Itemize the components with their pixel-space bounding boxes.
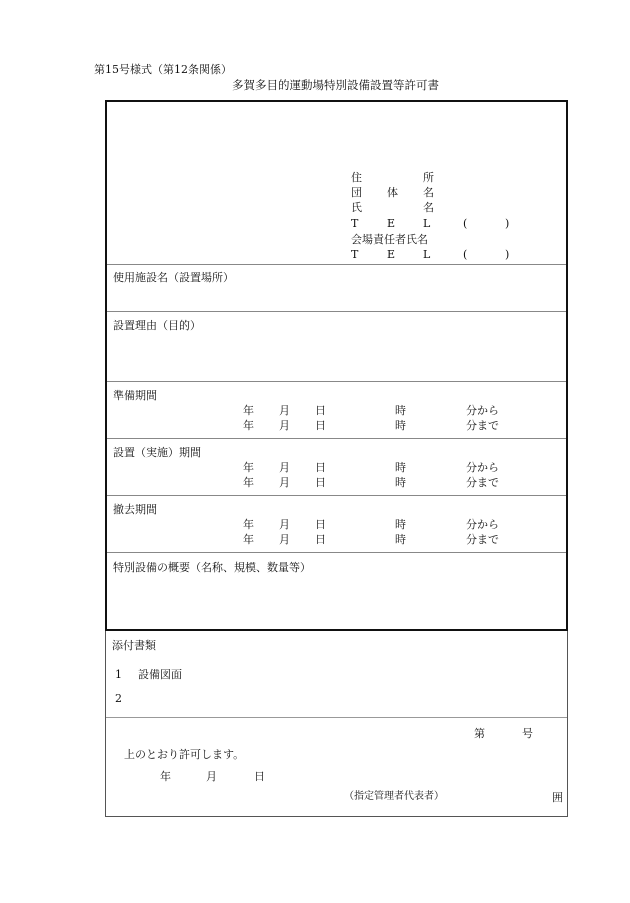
permit-no-suffix: 号 xyxy=(522,727,533,740)
tel-paren-open: ( xyxy=(463,217,468,230)
prep-from-month: 月 xyxy=(279,404,290,417)
manager-tel-l: L xyxy=(423,248,431,261)
name-label-2: 名 xyxy=(423,201,434,214)
divider xyxy=(106,717,567,718)
removal-to-month: 月 xyxy=(279,533,290,546)
tel-label-e: E xyxy=(387,217,396,230)
prep-from-hour: 時 xyxy=(395,404,406,417)
install-from-year: 年 xyxy=(243,461,254,474)
permit-year: 年 xyxy=(160,770,171,783)
install-to-year: 年 xyxy=(243,476,254,489)
install-to-minute: 分まで xyxy=(466,476,499,489)
prep-to-day: 日 xyxy=(315,419,326,432)
org-label-3: 名 xyxy=(423,186,434,199)
permit-box xyxy=(105,631,568,817)
removal-to-year: 年 xyxy=(243,533,254,546)
divider xyxy=(107,264,566,265)
install-from-month: 月 xyxy=(279,461,290,474)
prep-from-day: 日 xyxy=(315,404,326,417)
facility-label: 使用施設名（設置場所） xyxy=(113,271,234,284)
manager-tel-t: T xyxy=(351,248,359,261)
divider xyxy=(107,495,566,496)
install-to-day: 日 xyxy=(315,476,326,489)
removal-from-hour: 時 xyxy=(395,518,406,531)
overview-label: 特別設備の概要（名称、規模、数量等） xyxy=(113,561,311,574)
divider xyxy=(107,552,566,553)
org-label-1: 団 xyxy=(351,186,362,199)
manager-paren-open: ( xyxy=(463,248,468,261)
permit-statement: 上のとおり許可します。 xyxy=(124,748,245,761)
install-from-minute: 分から xyxy=(466,461,499,474)
attachment-num-1: 1 xyxy=(115,668,122,681)
prep-to-year: 年 xyxy=(243,419,254,432)
tel-label-l: L xyxy=(423,217,431,230)
prep-from-year: 年 xyxy=(243,404,254,417)
tel-paren-close: ) xyxy=(505,217,510,230)
prep-from-minute: 分から xyxy=(466,404,499,417)
permit-no-prefix: 第 xyxy=(474,727,485,740)
application-box xyxy=(105,100,568,631)
removal-from-month: 月 xyxy=(279,518,290,531)
form-number: 第15号様式（第12条関係） xyxy=(94,63,232,76)
install-from-day: 日 xyxy=(315,461,326,474)
install-period-label: 設置（実施）期間 xyxy=(113,446,201,459)
removal-from-year: 年 xyxy=(243,518,254,531)
prep-period-label: 準備期間 xyxy=(113,389,157,402)
name-label-1: 氏 xyxy=(351,201,362,214)
permit-month: 月 xyxy=(206,770,217,783)
issuer-label: （指定管理者代表者） xyxy=(344,791,444,802)
install-from-hour: 時 xyxy=(395,461,406,474)
attachment-num-2: 2 xyxy=(115,692,122,705)
tel-label-t: T xyxy=(351,217,359,230)
prep-to-minute: 分まで xyxy=(466,419,499,432)
manager-paren-close: ) xyxy=(505,248,510,261)
removal-to-day: 日 xyxy=(315,533,326,546)
divider xyxy=(107,311,566,312)
reason-label: 設置理由（目的） xyxy=(113,319,201,332)
org-label-2: 体 xyxy=(387,186,398,199)
address-label-1: 住 xyxy=(351,171,362,184)
manager-label: 会場責任者氏名 xyxy=(351,233,428,246)
removal-to-minute: 分まで xyxy=(466,533,499,546)
install-to-month: 月 xyxy=(279,476,290,489)
manager-tel-e: E xyxy=(387,248,396,261)
removal-to-hour: 時 xyxy=(395,533,406,546)
divider xyxy=(107,381,566,382)
seal-mark: 囲 xyxy=(552,791,563,804)
permit-day: 日 xyxy=(254,770,265,783)
removal-from-day: 日 xyxy=(315,518,326,531)
install-to-hour: 時 xyxy=(395,476,406,489)
removal-from-minute: 分から xyxy=(466,518,499,531)
prep-to-month: 月 xyxy=(279,419,290,432)
attachment-text-1: 設備図面 xyxy=(138,668,182,681)
removal-period-label: 撤去期間 xyxy=(113,503,157,516)
attachments-heading: 添付書類 xyxy=(112,639,156,652)
prep-to-hour: 時 xyxy=(395,419,406,432)
address-label-2: 所 xyxy=(423,171,434,184)
document-title: 多賀多目的運動場特別設備設置等許可書 xyxy=(232,78,439,92)
divider xyxy=(107,438,566,439)
